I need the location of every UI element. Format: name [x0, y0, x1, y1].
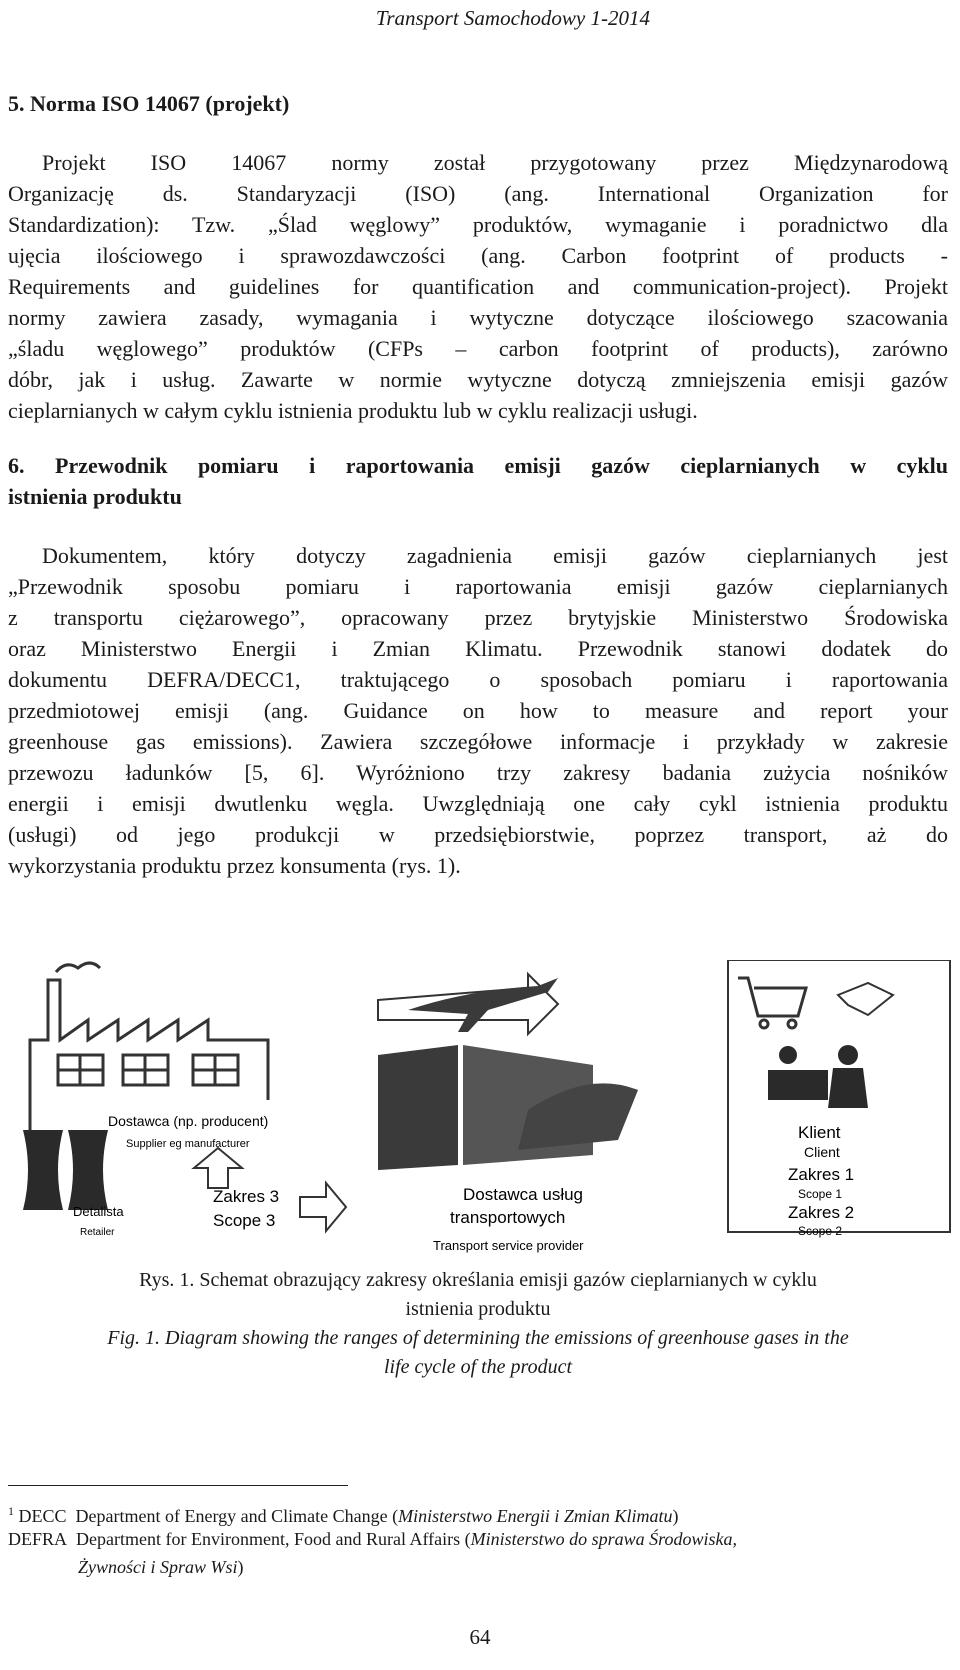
text-line: Requirements and guidelines for quantification and communication-project). Projekt [8, 274, 948, 299]
text-line: normy zawiera zasady, wymagania i wytyczne dotyczące ilościowego szacowania [8, 305, 948, 330]
handshake-icon [838, 983, 893, 1015]
text-line: dokumentu DEFRA/DECC1, traktującego o sposobach pomiaru i raportowania [8, 667, 948, 692]
transport-label-pl-1: Dostawca usług [463, 1185, 584, 1204]
journal-header: Transport Samochodowy 1-2014 [375, 6, 650, 30]
supplier-label-pl: Dostawca (np. producent) [108, 1113, 269, 1129]
text-line: (usługi) od jego produkcji w przedsiębiorstwie, poprzez transport, aż do [8, 822, 948, 847]
text-line: oraz Ministerstwo Energii i Zmian Klimatu. Przewodnik stanowi dodatek do [8, 636, 948, 661]
footnote-defra: DEFRA Department for Environment, Food and Rural Affairs (Ministerstwo do sprawa Środowiska, [8, 1529, 737, 1549]
cashier-icon [768, 1045, 868, 1108]
retailer-label-pl: Detalista [73, 1204, 124, 1219]
client-label-en: Client [804, 1144, 840, 1160]
footnote-rule [8, 1485, 348, 1486]
section-5-paragraph [8, 147, 948, 426]
scope3-label-en: Scope 3 [213, 1211, 276, 1230]
shopping-cart-icon [738, 978, 806, 1028]
scope3-label-pl: Zakres 3 [213, 1187, 280, 1206]
section-5-heading: 5. Norma ISO 14067 (projekt) [8, 91, 290, 116]
text-line: „śladu węglowego” produktów (CFPs – carbon footprint of products), zarówno [8, 336, 948, 361]
scope1-label-pl: Zakres 1 [788, 1165, 855, 1184]
text-line: Projekt ISO 14067 normy został przygotowany przez Międzynarodową [42, 150, 948, 175]
text-line: greenhouse gas emissions). Zawiera szczegółowe informacje i przykłady w zakresie [8, 729, 948, 754]
text-line: z transportu ciężarowego”, opracowany przez brytyjskie Ministerstwo Środowiska [8, 605, 948, 630]
airplane-icon [408, 978, 558, 1032]
figure-caption-en: Fig. 1. Diagram showing the ranges of determining the emissions of greenhouse gases in the life cycle of the product [107, 1327, 849, 1378]
text-line: energii i emisji dwutlenku węgla. Uwzględniają one cały cykl istnienia produktu [8, 791, 948, 816]
section-6-paragraph [8, 540, 948, 881]
scope2-label-en: Scope 2 [798, 1224, 843, 1238]
footnote-decc: $^1$ DECC Department of Energy and Climate Change (Ministerstwo Energii i Zmian Klimatu) [8, 1504, 679, 1526]
retailer-label-en: Retailer [80, 1227, 115, 1238]
scope-diagram [8, 960, 953, 1260]
figure-caption-pl: Rys. 1. Schemat obrazujący zakresy określania emisji gazów cieplarnianych w cyklu istnienia produktu [139, 1269, 817, 1320]
scope1-label-en: Scope 1 [798, 1187, 843, 1201]
footnote-defra-cont: Żywności i Spraw Wsi) [78, 1557, 244, 1577]
text-line: Standardization): Tzw. „Ślad węglowy” produktów, wymaganie i poradnictwo dla [8, 212, 948, 237]
text-line: wykorzystania produktu przez konsumenta (rys. 1). [8, 853, 461, 878]
text-line: ujęcia ilościowego i sprawozdawczości (ang. Carbon footprint of products - [8, 243, 948, 268]
text-line: przewozu ładunków [5, 6]. Wyróżniono trzy zakresy badania zużycia nośników [8, 760, 948, 785]
client-label-pl: Klient [798, 1123, 841, 1142]
text-line: przedmiotowej emisji (ang. Guidance on how to measure and report your [8, 698, 948, 723]
text-line: Organizację ds. Standaryzacji (ISO) (ang. International Organization for [8, 181, 948, 206]
text-line: „Przewodnik sposobu pomiaru i raportowania emisji gazów cieplarnianych [8, 574, 948, 599]
text-line: Dokumentem, który dotyczy zagadnienia emisji gazów cieplarnianych jest [42, 543, 948, 568]
arrow-right-icon [300, 1183, 346, 1231]
supplier-label-en: Supplier eg manufacturer [126, 1138, 250, 1150]
transport-label-pl-2: transportowych [450, 1208, 566, 1227]
text-line: cieplarnianych w całym cyklu istnienia produktu lub w cyklu realizacji usługi. [8, 398, 698, 423]
section-6-heading: 6. Przewodnik pomiaru i raportowania emisji gazów cieplarnianych w cyklu istnienia produktu [8, 453, 948, 509]
text-line: dóbr, jak i usług. Zawarte w normie wytyczne dotyczą zmniejszenia emisji gazów [8, 367, 948, 392]
scope2-label-pl: Zakres 2 [788, 1203, 855, 1222]
page-number: 64 [469, 1625, 491, 1649]
cooling-tower-icon [23, 1130, 108, 1210]
arrow-up-icon [194, 1148, 242, 1188]
transport-label-en: Transport service provider [433, 1238, 584, 1253]
